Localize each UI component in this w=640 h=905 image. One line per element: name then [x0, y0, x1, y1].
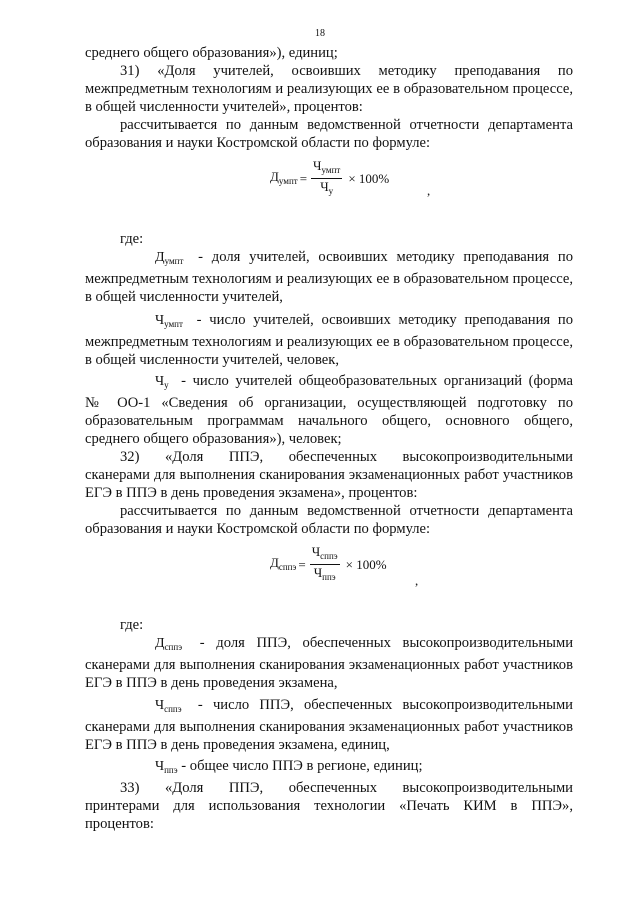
formula-1-comma: , — [427, 183, 431, 198]
page-content — [85, 44, 573, 833]
formula-2-denominator: $Ч_{ппэ}$ — [313, 565, 336, 582]
formula-1-multiplier: × 100% — [348, 170, 390, 186]
formula-1-fraction — [311, 158, 342, 199]
formula-1: $Д_{умпт}$ = $\frac{Ч_{умпт}}{Ч_у}$ × 100% , — [270, 158, 431, 198]
symbol-ch-u: $Ч_у$ — [155, 374, 169, 390]
symbol-ch-ppe: $Ч_{ппэ}$ — [155, 759, 178, 775]
formula-1-denominator: $Ч_у$ — [320, 179, 334, 196]
item-31-first-line: 31) «Доля учителей, освоивших методику преподавания по — [120, 63, 573, 79]
formula-1-numerator: $Ч_{умпт}$ — [311, 158, 342, 179]
symbol-d-sppe: $Д_{сппэ}$ — [155, 636, 183, 652]
formula-2-multiplier: × 100% — [345, 556, 387, 572]
formula-2-comma: , — [415, 573, 419, 588]
definition-d-sppe: $Д_{сппэ}$ - доля ППЭ, обеспеченных высокопроизводительными сканерами для выполнения сканирования экзаменационных работ участников ЕГЭ в ППЭ в день проведения экзамена, — [85, 635, 573, 691]
formula-2: $Д_{сппэ}$ = $\frac{Ч_{сппэ}}{Ч_{ппэ}}$ × 100% , — [270, 544, 419, 588]
where-label-2: где: — [120, 617, 144, 633]
symbol-ch-umpt: $Ч_{умпт}$ — [155, 313, 183, 329]
definition-ch-ppe: $Ч_{ппэ}$ - общее число ППЭ в регионе, единиц; — [85, 757, 573, 779]
item-33-first-line: 33) «Доля ППЭ, обеспеченных высокопроизводительными — [120, 780, 573, 796]
definition-ch-sppe: $Ч_{сппэ}$ - число ППЭ, обеспеченных высокопроизводительными сканерами для выполнения сканирования экзаменационных работ участников ЕГЭ в ППЭ в день проведения экзамена, единиц, — [85, 697, 573, 753]
item-31-calc-note: рассчитывается по данным ведомственной отчетности департамента образования и науки Костромской области по формуле: — [85, 117, 573, 151]
definition-ch-umpt: $Ч_{умпт}$ - число учителей, освоивших методику преподавания по межпредметным технологиям и реализующих ее в образовательном процессе, в общей численности учителей, человек, — [85, 312, 573, 368]
definition-ch-u: $Ч_у$ - число учителей общеобразовательных организаций (форма № ОО-1 «Сведения об организации, осуществляющей подготовку по образовательным программам начального общего, основного общего, среднего общего образования»), человек; — [85, 373, 573, 447]
item-31-text: межпредметным технологиям и реализующих ее в образовательном процессе, в общей численности учителей», процентов: — [85, 81, 573, 115]
where-label-1: где: — [120, 231, 144, 247]
formula-2-lhs: $Д_{сппэ}$ — [270, 554, 297, 572]
line-continuation: среднего общего образования»), единиц; — [85, 45, 338, 61]
item-33-text: принтерами для использования технологии «Печать КИМ в ППЭ», процентов: — [85, 798, 573, 832]
item-32-first-line: 32) «Доля ППЭ, обеспеченных высокопроизводительными — [120, 449, 573, 465]
item-32-text: сканерами для выполнения сканирования экзаменационных работ участников ЕГЭ в ППЭ в день проведения экзамена», процентов: — [85, 467, 573, 501]
formula-2-numerator: $Ч_{сппэ}$ — [310, 544, 340, 565]
item-32-calc-note: рассчитывается по данным ведомственной отчетности департамента образования и науки Костромской области по формуле: — [85, 503, 573, 537]
formula-2-fraction — [310, 544, 340, 585]
formula-1-lhs: $Д_{умпт}$ — [270, 168, 298, 186]
page-number: 18 — [315, 28, 325, 39]
symbol-ch-sppe: $Ч_{сппэ}$ — [155, 698, 182, 714]
definition-d-umpt: $Д_{умпт}$ - доля учителей, освоивших методику преподавания по межпредметным технологиям и реализующих ее в образовательном процессе, в общей численности учителей, — [85, 249, 573, 305]
symbol-d-umpt: $Д_{умпт}$ — [155, 250, 184, 266]
